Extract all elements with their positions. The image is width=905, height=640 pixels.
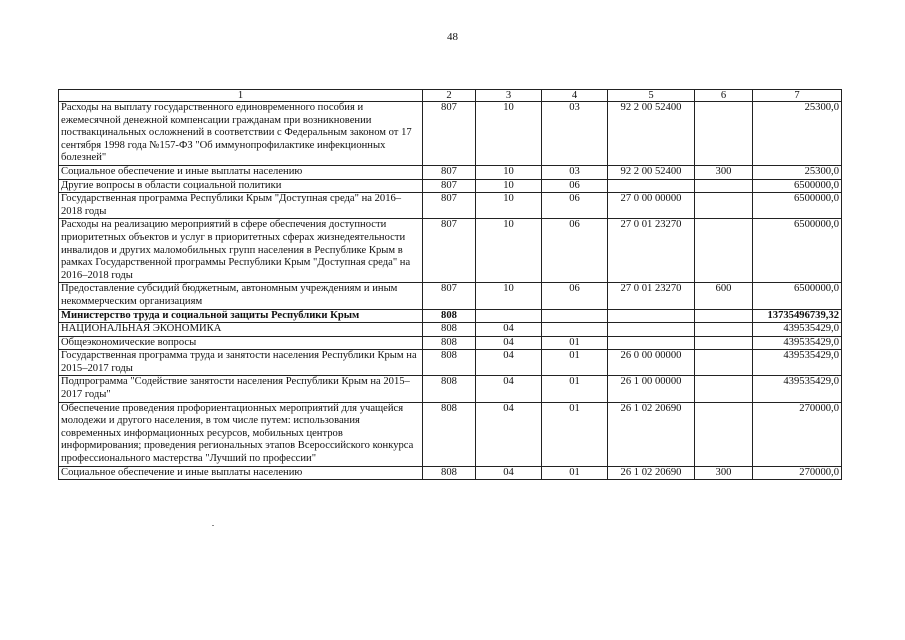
table-row xyxy=(59,219,842,283)
row-code-5 xyxy=(608,179,695,193)
row-code-6 xyxy=(695,323,753,337)
row-code-6 xyxy=(695,193,753,219)
row-code-2: 808 xyxy=(423,323,476,337)
row-code-4: 06 xyxy=(542,193,608,219)
row-name: Расходы на реализацию мероприятий в сфере обеспечения доступности приоритетных объектов и услуг в приоритетных сферах жизнедеятельности инвалидов и других маломобильных групп населения в Республике Крым в рамках Государственной программы Республики Крым "Доступная среда" на 2016–2018 годы xyxy=(59,219,423,283)
row-code-5: 27 0 00 00000 xyxy=(608,193,695,219)
row-code-5: 27 0 01 23270 xyxy=(608,283,695,309)
row-code-4: 06 xyxy=(542,179,608,193)
row-code-6 xyxy=(695,376,753,402)
column-header: 5 xyxy=(608,90,695,102)
table-row xyxy=(59,193,842,219)
table-row xyxy=(59,102,842,166)
row-code-6: 300 xyxy=(695,165,753,179)
row-name: Подпрограмма "Содействие занятости населения Республики Крым на 2015–2017 годы" xyxy=(59,376,423,402)
row-code-4: 06 xyxy=(542,283,608,309)
row-code-6 xyxy=(695,179,753,193)
row-amount: 25300,0 xyxy=(753,165,842,179)
row-name: Социальное обеспечение и иные выплаты населению xyxy=(59,466,423,480)
row-code-3: 04 xyxy=(476,466,542,480)
table-row xyxy=(59,283,842,309)
row-code-2: 807 xyxy=(423,219,476,283)
row-code-5 xyxy=(608,336,695,350)
row-code-4: 01 xyxy=(542,402,608,466)
row-code-5: 27 0 01 23270 xyxy=(608,219,695,283)
row-name: НАЦИОНАЛЬНАЯ ЭКОНОМИКА xyxy=(59,323,423,337)
row-amount: 439535429,0 xyxy=(753,376,842,402)
row-amount: 13735496739,32 xyxy=(753,309,842,323)
row-code-4: 01 xyxy=(542,350,608,376)
row-code-2: 807 xyxy=(423,179,476,193)
row-code-3: 10 xyxy=(476,102,542,166)
row-amount: 25300,0 xyxy=(753,102,842,166)
row-code-3: 04 xyxy=(476,350,542,376)
row-code-3: 10 xyxy=(476,165,542,179)
row-code-5: 26 1 02 20690 xyxy=(608,402,695,466)
column-number-row xyxy=(59,90,842,102)
row-code-3: 10 xyxy=(476,283,542,309)
row-code-2: 808 xyxy=(423,402,476,466)
row-name: Государственная программа Республики Крым "Доступная среда" на 2016–2018 годы xyxy=(59,193,423,219)
row-amount: 270000,0 xyxy=(753,466,842,480)
row-code-2: 808 xyxy=(423,376,476,402)
scan-mark xyxy=(212,525,214,526)
row-code-3: 04 xyxy=(476,376,542,402)
row-code-5: 26 1 00 00000 xyxy=(608,376,695,402)
row-amount: 6500000,0 xyxy=(753,219,842,283)
column-header: 7 xyxy=(753,90,842,102)
row-code-5: 92 2 00 52400 xyxy=(608,102,695,166)
row-code-6 xyxy=(695,336,753,350)
row-code-4: 06 xyxy=(542,219,608,283)
budget-table xyxy=(58,89,842,480)
column-header: 3 xyxy=(476,90,542,102)
table-row xyxy=(59,350,842,376)
column-header: 1 xyxy=(59,90,423,102)
row-code-2: 808 xyxy=(423,309,476,323)
table-row xyxy=(59,376,842,402)
row-amount: 439535429,0 xyxy=(753,336,842,350)
row-code-6 xyxy=(695,102,753,166)
row-code-2: 807 xyxy=(423,193,476,219)
row-code-6 xyxy=(695,219,753,283)
table-row xyxy=(59,466,842,480)
row-code-2: 808 xyxy=(423,336,476,350)
row-code-5: 92 2 00 52400 xyxy=(608,165,695,179)
row-code-3 xyxy=(476,309,542,323)
row-code-3: 04 xyxy=(476,402,542,466)
row-code-6 xyxy=(695,350,753,376)
row-code-6: 600 xyxy=(695,283,753,309)
row-code-5: 26 0 00 00000 xyxy=(608,350,695,376)
row-name: Предоставление субсидий бюджетным, автономным учреждениям и иным некоммерческим организациям xyxy=(59,283,423,309)
table-row xyxy=(59,165,842,179)
column-header: 4 xyxy=(542,90,608,102)
row-code-3: 10 xyxy=(476,193,542,219)
row-code-4: 03 xyxy=(542,165,608,179)
row-code-3: 04 xyxy=(476,323,542,337)
row-code-4: 01 xyxy=(542,336,608,350)
row-code-3: 04 xyxy=(476,336,542,350)
row-name: Министерство труда и социальной защиты Республики Крым xyxy=(59,309,423,323)
row-code-2: 807 xyxy=(423,283,476,309)
row-code-5 xyxy=(608,323,695,337)
column-header: 2 xyxy=(423,90,476,102)
row-name: Обеспечение проведения профориентационных мероприятий для учащейся молодежи и другого населения, в том числе путем: использования современных информационных ресурсов, мобильных центров информирования; проведения региональных этапов Всероссийского конкурса профессионального мастерства "Лучший по профессии" xyxy=(59,402,423,466)
table-row xyxy=(59,309,842,323)
row-code-6: 300 xyxy=(695,466,753,480)
row-code-3: 10 xyxy=(476,179,542,193)
table-row xyxy=(59,336,842,350)
row-code-5 xyxy=(608,309,695,323)
column-header: 6 xyxy=(695,90,753,102)
table-body xyxy=(59,102,842,480)
row-code-6 xyxy=(695,309,753,323)
row-code-2: 808 xyxy=(423,350,476,376)
row-amount: 270000,0 xyxy=(753,402,842,466)
row-code-4: 01 xyxy=(542,376,608,402)
row-code-2: 807 xyxy=(423,102,476,166)
row-name: Общеэкономические вопросы xyxy=(59,336,423,350)
row-code-2: 807 xyxy=(423,165,476,179)
row-amount: 6500000,0 xyxy=(753,283,842,309)
row-amount: 6500000,0 xyxy=(753,193,842,219)
row-name: Государственная программа труда и занятости населения Республики Крым на 2015–2017 годы xyxy=(59,350,423,376)
table-row xyxy=(59,323,842,337)
row-amount: 439535429,0 xyxy=(753,350,842,376)
row-code-4: 01 xyxy=(542,466,608,480)
row-code-6 xyxy=(695,402,753,466)
row-code-4 xyxy=(542,323,608,337)
row-amount: 6500000,0 xyxy=(753,179,842,193)
row-code-4: 03 xyxy=(542,102,608,166)
table-row xyxy=(59,402,842,466)
row-name: Расходы на выплату государственного единовременного пособия и ежемесячной денежной компенсации гражданам при возникновении поствакцинальных осложнений в соответствии с Федеральным законом от 17 сентября 1998 года №157-ФЗ "Об иммунопрофилактике инфекционных болезней" xyxy=(59,102,423,166)
row-amount: 439535429,0 xyxy=(753,323,842,337)
row-name: Другие вопросы в области социальной политики xyxy=(59,179,423,193)
row-code-3: 10 xyxy=(476,219,542,283)
row-code-5: 26 1 02 20690 xyxy=(608,466,695,480)
row-code-2: 808 xyxy=(423,466,476,480)
page-number: 48 xyxy=(447,31,458,43)
table-row xyxy=(59,179,842,193)
row-code-4 xyxy=(542,309,608,323)
row-name: Социальное обеспечение и иные выплаты населению xyxy=(59,165,423,179)
